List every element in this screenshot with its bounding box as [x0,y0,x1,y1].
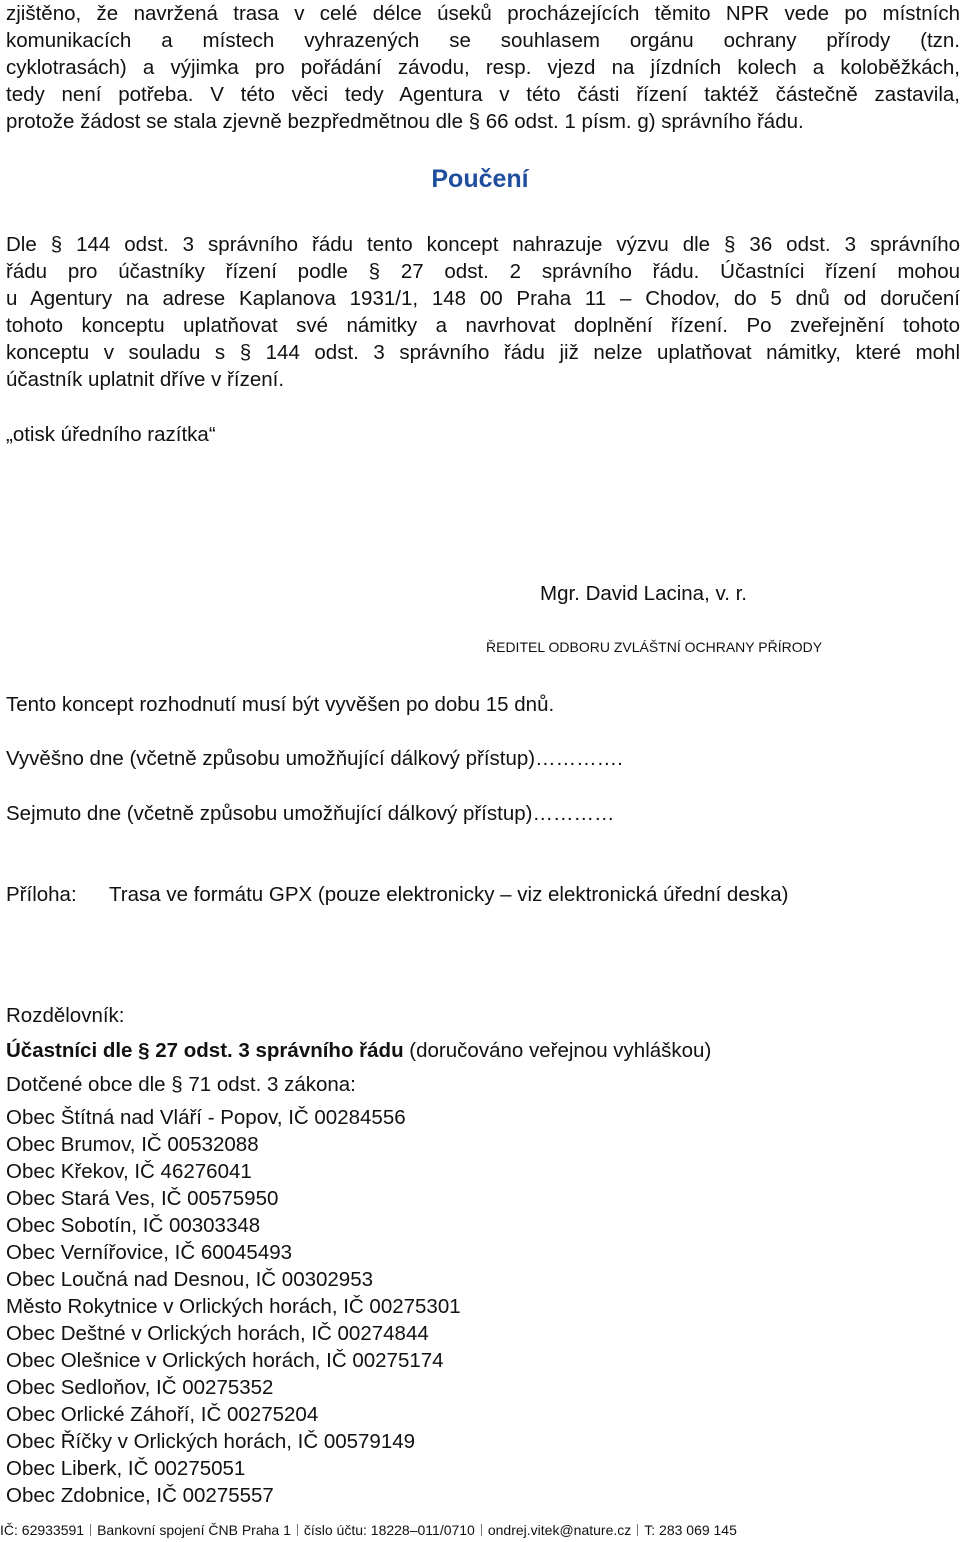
pouceni-line: řádu pro účastníky řízení podle § 27 odst. 2 správního řádu. Účastníci řízení mohou [6,260,960,283]
list-item: Obec Liberk, IČ 00275051 [6,1457,246,1480]
page-footer [0,1521,737,1539]
pouceni-line: tohoto konceptu uplatňovat své námitky a navrhovat doplnění řízení. Po zveřejnění tohoto [6,314,960,337]
pouceni-line: konceptu v souladu s § 144 odst. 3 správního řádu již nelze uplatňovat námitky, které mohl [6,341,960,364]
list-item: Obec Orlické Záhoří, IČ 00275204 [6,1403,319,1426]
participants-line [6,1037,711,1064]
pouceni-line: Dle § 144 odst. 3 správního řádu tento koncept nahrazuje výzvu dle § 36 odst. 3 správního [6,233,960,256]
list-item: Obec Sobotín, IČ 00303348 [6,1214,261,1237]
footer-separator [297,1524,298,1536]
list-item: Obec Sedloňov, IČ 00275352 [6,1376,274,1399]
intro-line: komunikacích a místech vyhrazených se souhlasem orgánu ochrany přírody (tzn. [6,29,960,52]
list-item: Město Rokytnice v Orlických horách, IČ 00275301 [6,1295,461,1318]
intro-line: protože žádost se stala zjevně bezpředmětnou dle § 66 odst. 1 písm. g) správního řádu. [6,110,804,133]
appendix-text: Trasa ve formátu GPX (pouze elektronicky – viz elektronická úřední deska) [109,883,789,906]
municipalities-intro: Dotčené obce dle § 71 odst. 3 zákona: [6,1073,356,1096]
appendix-label: Příloha: [6,883,77,906]
posting-note: Tento koncept rozhodnutí musí být vyvěšen po dobu 15 dnů. [6,693,555,716]
section-heading: Poučení [431,165,529,193]
pouceni-paragraph [6,231,960,393]
list-item: Obec Vernířovice, IČ 60045493 [6,1241,293,1264]
footer-email[interactable]: ondrej.vitek@nature.cz [487,1522,632,1538]
list-item: Obec Štítná nad Vláří - Popov, IČ 00284556 [6,1106,406,1129]
intro-line: cyklotrasách) a výjimka pro pořádání závodu, resp. vjezd na jízdních kolech a koloběžkách, [6,56,960,79]
footer-separator [637,1524,638,1536]
posted-on: Vyvěšno dne (včetně způsobu umožňující dálkový přístup)…………. [6,747,623,770]
footer-bank: Bankovní spojení ČNB Praha 1 [97,1522,291,1538]
list-item: Obec Křekov, IČ 46276041 [6,1160,252,1183]
list-item: Obec Loučná nad Desnou, IČ 00302953 [6,1268,373,1291]
list-item: Obec Stará Ves, IČ 00575950 [6,1187,279,1210]
pouceni-line: účastník uplatnit dříve v řízení. [6,368,285,391]
footer-ico: IČ: 62933591 [0,1522,85,1538]
participants-bold: Účastníci dle § 27 odst. 3 správního řádu [6,1039,404,1062]
participants-rest: (doručováno veřejnou vyhláškou) [403,1039,712,1062]
footer-phone: T: 283 069 145 [644,1522,737,1538]
intro-line: tedy není potřeba. V této věci tedy Agentura v této části řízení taktéž částečně zastavila, [6,83,960,106]
distribution-title: Rozdělovník: [6,1004,125,1027]
footer-separator [90,1524,91,1536]
intro-line: zjištěno, že navržená trasa v celé délce úseků procházejících těmito NPR vede po místních [6,2,960,25]
signature-position: ŘEDITEL ODBORU ZVLÁŠTNÍ OCHRANY PŘÍRODY [486,639,823,655]
stamp-note: „otisk úředního razítka“ [6,423,216,446]
list-item: Obec Říčky v Orlických horách, IČ 00579149 [6,1430,416,1453]
footer-account: číslo účtu: 18228–011/0710 [303,1522,475,1538]
list-item: Obec Zdobnice, IČ 00275557 [6,1484,274,1507]
municipality-list [6,1104,461,1509]
signature-name: Mgr. David Lacina, v. r. [540,582,747,605]
pouceni-line: u Agentury na adrese Kaplanova 1931/1, 148 00 Praha 11 – Chodov, do 5 dnů od doručení [6,287,960,310]
list-item: Obec Olešnice v Orlických horách, IČ 00275174 [6,1349,444,1372]
intro-paragraph [6,0,960,135]
list-item: Obec Deštné v Orlických horách, IČ 00274844 [6,1322,429,1345]
footer-separator [481,1524,482,1536]
list-item: Obec Brumov, IČ 00532088 [6,1133,259,1156]
removed-on: Sejmuto dne (včetně způsobu umožňující dálkový přístup)………… [6,802,615,825]
